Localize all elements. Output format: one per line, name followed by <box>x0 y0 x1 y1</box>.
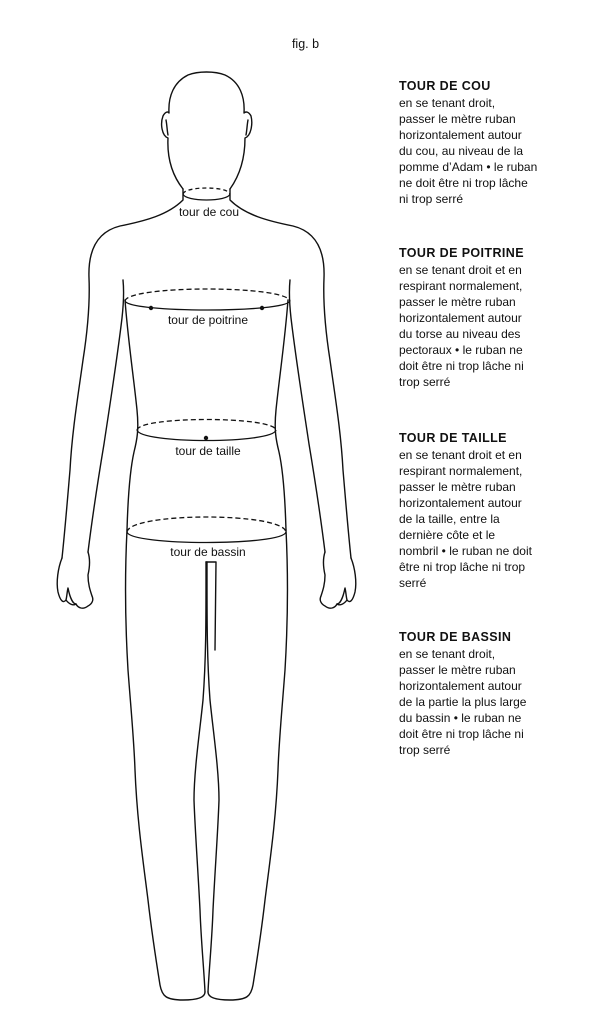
right-leg-outer <box>208 530 287 1000</box>
chest-label: tour de poitrine <box>167 313 249 327</box>
waist-label: tour de taille <box>175 444 241 458</box>
right-leg-inner <box>207 562 219 992</box>
left-leg-outer <box>126 530 205 1000</box>
chest-title: TOUR DE POITRINE <box>399 246 524 260</box>
hip-tape-front <box>127 532 286 543</box>
chest-tape-back <box>125 289 290 301</box>
waist-text: en se tenant droit et en respirant normalement, passer le mètre ruban horizontalement autour de la taille, entre la dernière côte et le nombril • le ruban ne doit être ni trop lâche ni trop serré <box>399 448 532 590</box>
hip-tape-back <box>127 517 286 532</box>
right-inner-arm <box>289 280 325 552</box>
figure-label: fig. b <box>291 37 320 51</box>
torso-left-outline <box>62 189 183 558</box>
neck-label: tour de cou <box>178 205 240 219</box>
right-hand-finger <box>337 600 347 605</box>
chest-marker-left <box>149 306 153 310</box>
left-hand <box>57 552 93 608</box>
hip-text: en se tenant droit, passer le mètre ruban horizontalement autour de la partie la plus large du bassin • le ruban ne doit être ni trop lâche ni trop serré <box>399 647 527 757</box>
hip-label: tour de bassin <box>170 545 246 559</box>
hip-title: TOUR DE BASSIN <box>399 630 512 644</box>
left-leg-inner <box>194 562 206 992</box>
neck-title: TOUR DE COU <box>399 79 491 93</box>
chest-marker-right <box>260 306 264 310</box>
chest-instructions <box>399 246 599 390</box>
hip-instructions <box>399 630 599 758</box>
right-hand <box>320 552 356 608</box>
left-ear <box>166 120 168 135</box>
neck-instructions <box>399 79 599 207</box>
head-outline <box>162 72 252 189</box>
neck-tape-front <box>183 194 230 200</box>
right-ear <box>246 120 248 135</box>
waist-marker <box>204 436 208 440</box>
left-hand-finger <box>66 600 76 605</box>
torso-right-outline <box>230 189 351 558</box>
waist-tape-back <box>137 420 276 431</box>
neck-text: en se tenant droit, passer le mètre ruban horizontalement autour du cou, au niveau de la pomme d’Adam • le ruban ne doit être ni trop lâche ni trop serré <box>399 96 538 206</box>
waist-instructions <box>399 431 599 591</box>
left-torso-side <box>125 300 138 530</box>
right-torso-side <box>275 300 288 530</box>
left-inner-arm <box>88 280 124 552</box>
chest-text: en se tenant droit et en respirant normalement, passer le mètre ruban horizontalement autour du torse au niveau des pectoraux • le ruban ne doit être ni trop lâche ni trop serré <box>399 263 524 389</box>
neck-tape-back <box>183 188 230 194</box>
waist-title: TOUR DE TAILLE <box>399 431 507 445</box>
